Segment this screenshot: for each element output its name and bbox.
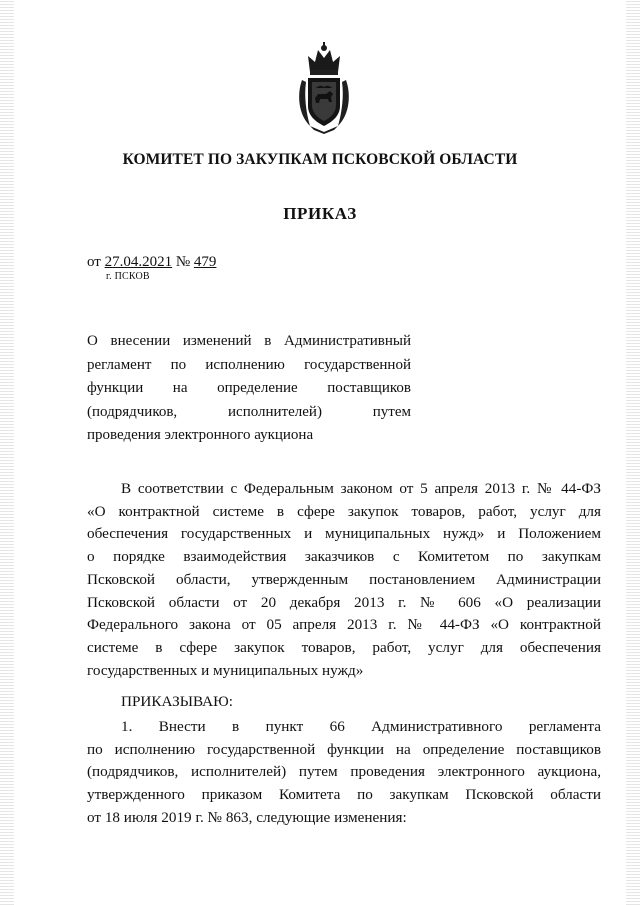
order-word: ПРИКАЗЫВАЮ:	[121, 693, 233, 710]
document-date: 27.04.2021	[104, 254, 173, 270]
document-place: г. ПСКОВ	[106, 271, 150, 282]
item-1-paragraph	[87, 716, 601, 830]
body-line: системе в сфере закупок товаров, работ, услуг для обеспечения	[87, 638, 601, 656]
document-subject	[87, 330, 411, 448]
subject-line: функции на определение поставщиков	[87, 380, 411, 396]
subject-line: регламент по исполнению государственной	[87, 356, 411, 373]
scan-edge-left	[0, 0, 14, 905]
body-line: Федерального закона от 05 апреля 2013 г. № 44-ФЗ «О контрактной	[87, 616, 601, 634]
body-line: В соответствии с Федеральным законом от 5 апреля 2013 г. № 44-ФЗ	[121, 480, 601, 497]
item-line: (подрядчиков, исполнителей) путем проведения электронного аукциона,	[87, 763, 601, 781]
document-type-title: ПРИКАЗ	[283, 204, 357, 223]
document-date-number	[87, 254, 216, 271]
body-line: Псковской области от 20 декабря 2013 г. № 606 «О реализации	[87, 593, 601, 611]
number-prefix: №	[175, 254, 191, 270]
body-line: обеспечения государственных и муниципальных нужд» и Положением	[87, 525, 601, 543]
subject-line: (подрядчиков, исполнителей) путем	[87, 403, 411, 420]
body-line: Псковской области, утвержденным постановлением Администрации	[87, 570, 601, 588]
date-prefix: от	[87, 254, 101, 270]
scan-edge-right	[626, 0, 640, 905]
subject-line: проведения электронного аукциона	[87, 427, 314, 443]
item-line: утвержденного приказом Комитета по закупкам Псковской области	[87, 786, 601, 804]
preamble-paragraph	[87, 478, 601, 682]
document-number: 479	[193, 254, 217, 270]
pskov-coat-of-arms-icon	[296, 42, 352, 134]
body-line: «О контрактной системе в сфере закупок товаров, работ, услуг для	[87, 502, 601, 520]
item-line: 1. Внести в пункт 66 Административного регламента	[121, 718, 601, 735]
item-line: от 18 июля 2019 г. № 863, следующие изменения:	[87, 808, 407, 826]
body-line: о порядке взаимодействия заказчиков с Комитетом по закупкам	[87, 548, 601, 566]
item-line: по исполнению государственной функции на определение поставщиков	[87, 740, 601, 758]
organization-name: КОМИТЕТ ПО ЗАКУПКАМ ПСКОВСКОЙ ОБЛАСТИ	[122, 151, 518, 168]
body-line: государственных и муниципальных нужд»	[87, 661, 364, 679]
subject-line: О внесении изменений в Административный	[87, 333, 411, 349]
